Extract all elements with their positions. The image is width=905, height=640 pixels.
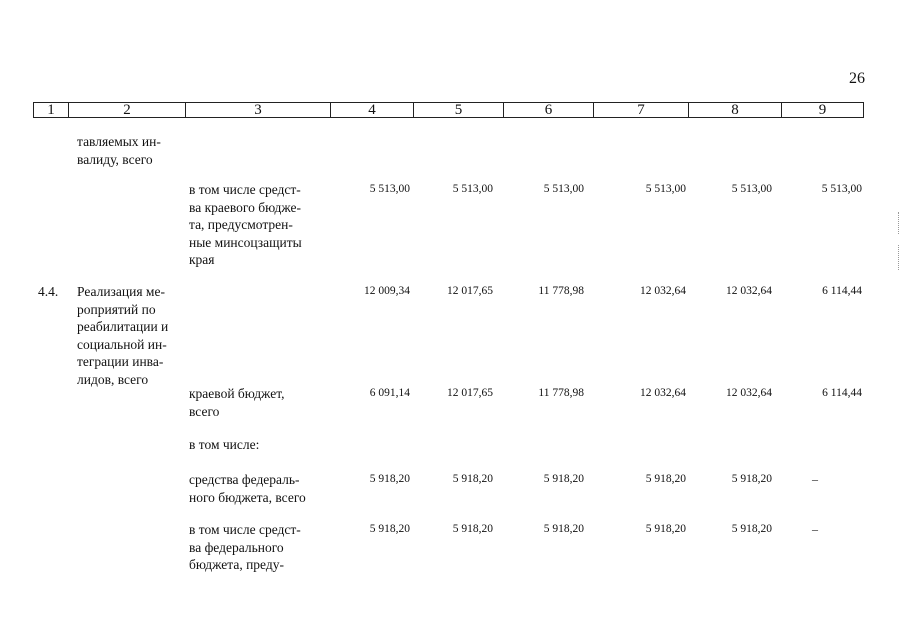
name-line: теграции инва- — [77, 354, 164, 369]
value-col8: 12 032,64 — [726, 387, 772, 399]
value-col7: 5 513,00 — [645, 183, 686, 195]
value-col4: 12 009,34 — [364, 285, 410, 297]
table-row-federal-funds-source — [189, 471, 322, 506]
name-line: социальной ин- — [77, 336, 167, 352]
source-line: ного бюджета, всего — [189, 489, 306, 505]
source-line: в том числе средст- — [189, 522, 301, 537]
value-col4: 5 918,20 — [369, 473, 410, 485]
scan-mark — [898, 245, 900, 270]
value-col7: 12 032,64 — [640, 285, 686, 297]
column-header-1: 1 — [34, 103, 69, 117]
value-col6: 5 918,20 — [543, 473, 584, 485]
source-line: ва федерального — [189, 539, 284, 555]
table-row-4-4-name — [77, 283, 178, 388]
source-line: краевой бюджет, — [189, 386, 285, 401]
source-line: края — [189, 252, 215, 267]
value-col5: 12 017,65 — [447, 387, 493, 399]
name-line: реабилитации и — [77, 319, 169, 334]
value-col9: 6 114,44 — [822, 387, 862, 399]
name-line: тавляемых ин- — [77, 134, 161, 149]
value-col5: 5 513,00 — [452, 183, 493, 195]
value-col7: 12 032,64 — [640, 387, 686, 399]
value-col7: 5 918,20 — [645, 473, 686, 485]
page-number: 26 — [849, 70, 865, 87]
column-header-8: 8 — [689, 103, 782, 117]
table-row-incl-federal-source — [189, 521, 322, 574]
source-line: средства федераль- — [189, 472, 300, 487]
value-col5: 5 918,20 — [452, 473, 493, 485]
name-line: Реализация ме- — [77, 284, 165, 299]
column-header-5: 5 — [414, 103, 504, 117]
table-row-incl-regional-source — [189, 181, 322, 269]
value-col9: 5 513,00 — [821, 183, 862, 195]
value-col8: 5 918,20 — [731, 473, 772, 485]
column-header-3: 3 — [186, 103, 331, 117]
value-col9-dash: – — [812, 522, 818, 536]
name-line: роприятий по — [77, 301, 156, 317]
name-line: валиду, всего — [77, 151, 153, 167]
source-line: всего — [189, 403, 220, 419]
value-col8: 5 513,00 — [731, 183, 772, 195]
source-line: ные минсоцзащиты — [189, 234, 302, 250]
source-line: в том числе: — [189, 437, 260, 452]
value-col5: 5 918,20 — [452, 523, 493, 535]
value-col9-dash: – — [812, 472, 818, 486]
table-row-including-source — [189, 436, 322, 454]
source-line: в том числе средст- — [189, 182, 301, 197]
value-col7: 5 918,20 — [645, 523, 686, 535]
value-col9: 6 114,44 — [822, 285, 862, 297]
value-col6: 5 918,20 — [543, 523, 584, 535]
value-col8: 5 918,20 — [731, 523, 772, 535]
column-header-7: 7 — [594, 103, 689, 117]
column-number-header — [33, 102, 864, 118]
column-header-4: 4 — [331, 103, 414, 117]
value-col5: 12 017,65 — [447, 285, 493, 297]
scan-mark — [898, 212, 900, 234]
value-col4: 5 513,00 — [369, 183, 410, 195]
value-col4: 5 918,20 — [369, 523, 410, 535]
value-col6: 5 513,00 — [543, 183, 584, 195]
table-row-regional-budget-source — [189, 385, 322, 420]
source-line: та, предусмотрен- — [189, 217, 293, 232]
item-number: 4.4. — [38, 284, 59, 299]
value-col6: 11 778,98 — [538, 285, 584, 297]
name-line: лидов, всего — [77, 371, 149, 387]
column-header-2: 2 — [69, 103, 186, 117]
value-col4: 6 091,14 — [369, 387, 410, 399]
source-line: ва краевого бюдже- — [189, 199, 301, 215]
value-col6: 11 778,98 — [538, 387, 584, 399]
value-col8: 12 032,64 — [726, 285, 772, 297]
column-header-6: 6 — [504, 103, 594, 117]
column-header-9: 9 — [818, 102, 827, 118]
table-row-continuation-name — [77, 133, 180, 168]
source-line: бюджета, преду- — [189, 557, 284, 572]
